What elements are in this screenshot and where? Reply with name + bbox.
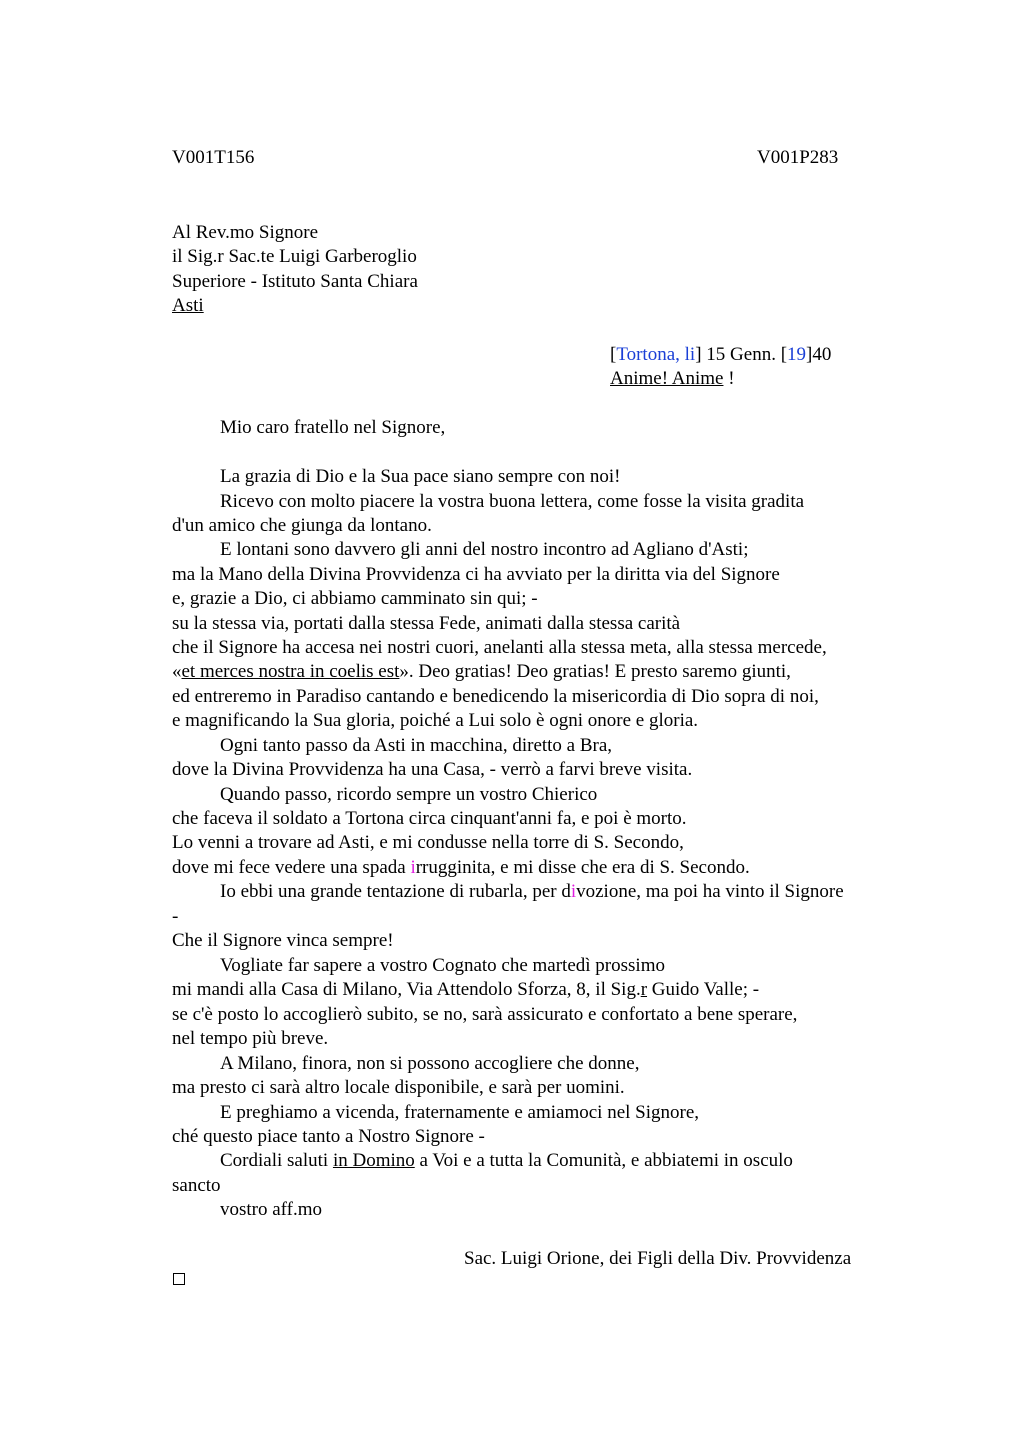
- body-line: ché questo piace tanto a Nostro Signore -: [172, 1126, 485, 1147]
- correction-mark: i: [410, 857, 416, 878]
- body-line: Vogliate far sapere a vostro Cognato che martedì prossimo: [220, 955, 665, 976]
- body-line: [220, 880, 844, 904]
- body-line-tail: Guido Valle; -: [647, 979, 760, 1000]
- body-line: dove la Divina Provvidenza ha una Casa, - verrò a farvi breve visita.: [172, 759, 693, 780]
- body-line: Quando passo, ricordo sempre un vostro Chierico: [220, 784, 598, 805]
- motto-tail: !: [723, 368, 735, 389]
- body-line-tail: rrugginita, e mi disse che era di S. Secondo.: [415, 857, 750, 878]
- body-line: [172, 978, 759, 1002]
- latin-phrase: in Domino: [332, 1150, 415, 1171]
- address-city: Asti: [172, 295, 204, 316]
- body-line: ma presto ci sarà altro locale disponibile, e sarà per uomini.: [172, 1077, 625, 1098]
- body-line: se c'è posto lo accoglierò subito, se no, sarà assicurato e confortato a bene sperare,: [172, 1004, 798, 1025]
- document-code-left: V001T156: [172, 147, 255, 168]
- body-line-tail: vozione, ma poi ha vinto il Signore: [576, 881, 844, 902]
- body-line: e, grazie a Dio, ci abbiamo camminato sin qui; -: [172, 588, 538, 609]
- salutation: Mio caro fratello nel Signore,: [220, 417, 446, 438]
- body-line-head: mi mandi alla Casa di Milano, Via Attendolo Sforza, 8, il Sig.: [172, 979, 641, 1000]
- latin-quote: et merces nostra in coelis est: [181, 661, 400, 682]
- document-code-right: V001P283: [757, 147, 839, 168]
- motto-underlined: Anime! Anime: [610, 368, 724, 389]
- body-line: Lo venni a trovare ad Asti, e mi condusse nella torre di S. Secondo,: [172, 832, 684, 853]
- abbreviation-mark: r: [640, 979, 648, 1000]
- end-of-document-box-icon: [173, 1273, 185, 1285]
- body-line: ma la Mano della Divina Provvidenza ci ha avviato per la diritta via del Signore: [172, 564, 780, 585]
- body-line: nel tempo più breve.: [172, 1028, 329, 1049]
- body-line: -: [172, 906, 179, 927]
- body-line: [172, 856, 750, 880]
- body-line: Ogni tanto passo da Asti in macchina, diretto a Bra,: [220, 735, 613, 756]
- address-line-2: il Sig.r Sac.te Luigi Garberoglio: [172, 246, 417, 267]
- body-line: e magnificando la Sua gloria, poiché a Lui solo è ogni onore e gloria.: [172, 710, 699, 731]
- body-line: E preghiamo a vicenda, fraternamente e amiamoci nel Signore,: [220, 1102, 700, 1123]
- dateline-bracket-open: [: [610, 344, 617, 365]
- body-line: che faceva il soldato a Tortona circa cinquant'anni fa, e poi è morto.: [172, 808, 687, 829]
- body-line: Che il Signore vinca sempre!: [172, 930, 394, 951]
- body-line-head: Cordiali saluti: [220, 1150, 333, 1171]
- quote-open: «: [172, 661, 182, 682]
- body-line-head: dove mi fece vedere una spada: [172, 857, 411, 878]
- body-line-head: Io ebbi una grande tentazione di rubarla, per d: [220, 881, 571, 902]
- dateline: [610, 343, 831, 367]
- body-line: La grazia di Dio e la Sua pace siano sempre con noi!: [220, 466, 621, 487]
- dateline-century: 19: [787, 344, 807, 365]
- body-line: sancto: [172, 1175, 221, 1196]
- body-line: E lontani sono davvero gli anni del nostro incontro ad Agliano d'Asti;: [220, 539, 749, 560]
- body-line: Ricevo con molto piacere la vostra buona lettera, come fosse la visita gradita: [220, 491, 805, 512]
- body-line: d'un amico che giunga da lontano.: [172, 515, 432, 536]
- body-line-tail: a Voi e a tutta la Comunità, e abbiatemi in osculo: [414, 1150, 793, 1171]
- correction-mark: i: [570, 881, 577, 902]
- body-line: [172, 660, 791, 684]
- signature: Sac. Luigi Orione, dei Figli della Div. Provvidenza: [464, 1248, 852, 1269]
- body-line: su la stessa via, portati dalla stessa Fede, animati dalla stessa carità: [172, 613, 681, 634]
- body-line: ed entreremo in Paradiso cantando e benedicendo la misericordia di Dio sopra di noi,: [172, 686, 819, 707]
- address-line-3: Superiore - Istituto Santa Chiara: [172, 271, 418, 292]
- body-line: che il Signore ha accesa nei nostri cuori, anelanti alla stessa meta, alla stessa mercede,: [172, 637, 827, 658]
- dateline-day-month: ] 15 Genn. [: [695, 344, 788, 365]
- body-line: A Milano, finora, non si possono accogliere che donne,: [220, 1053, 640, 1074]
- dateline-place: Tortona, li: [616, 344, 696, 365]
- closing: vostro aff.mo: [220, 1199, 323, 1220]
- address-line-1: Al Rev.mo Signore: [172, 222, 319, 243]
- dateline-year: ]40: [806, 344, 832, 365]
- body-line: [220, 1149, 793, 1173]
- motto: [610, 367, 735, 391]
- body-line-tail: ». Deo gratias! Deo gratias! E presto saremo giunti,: [399, 661, 791, 682]
